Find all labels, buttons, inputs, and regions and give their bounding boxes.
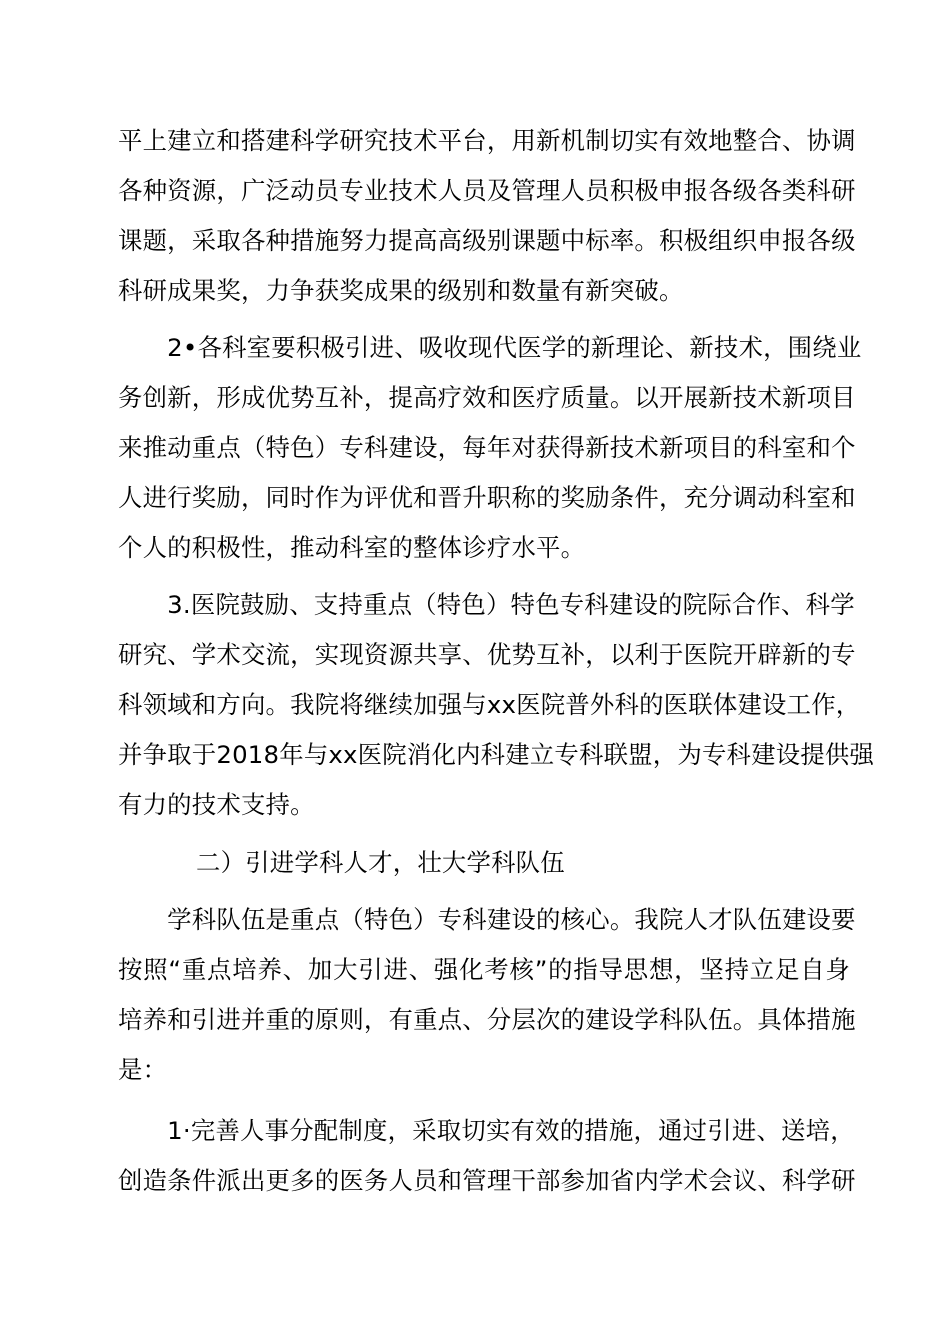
text-line: 务创新，形成优势互补，提高疗效和医疗质量。以开展新技术新项目 (118, 383, 856, 412)
text-line: 按照“重点培养、加大引进、强化考核”的指导思想，坚持立足自身 (118, 955, 850, 984)
paragraph-research-platform (118, 116, 856, 316)
text-line: 研究、学术交流，实现资源共享、优势互补，以利于医院开辟新的专 (118, 640, 856, 669)
text-line: 是： (118, 1055, 168, 1084)
text-line: 科研成果奖，力争获奖成果的级别和数量有新突破。 (118, 276, 684, 305)
text-line: 个人的积极性，推动科室的整体诊疗水平。 (118, 533, 586, 562)
paragraph-cooperation (118, 580, 875, 830)
text-line: 科领域和方向。我院将继续加强与xx医院普外科的医联体建设工作， (118, 690, 861, 719)
text-line: 各种资源，广泛动员专业技术人员及管理人员积极申报各级各类科研 (118, 176, 856, 205)
paragraph-personnel-system (118, 1106, 856, 1206)
text-line: 2•各科室要积极引进、吸收现代医学的新理论、新技术，围绕业 (118, 333, 862, 362)
text-line: 3.医院鼓励、支持重点（特色）特色专科建设的院际合作、科学 (118, 590, 855, 619)
text-line: 来推动重点（特色）专科建设，每年对获得新技术新项目的科室和个 (118, 433, 856, 462)
text-line: 创造条件派出更多的医务人员和管理干部参加省内学术会议、科学研 (118, 1166, 856, 1195)
section-heading: 二）引进学科人才，壮大学科队伍 (196, 848, 565, 877)
paragraph-talent-team (118, 895, 856, 1095)
text-line: 课题，采取各种措施努力提高高级别课题中标率。积极组织申报各级 (118, 226, 856, 255)
text-line: 学科队伍是重点（特色）专科建设的核心。我院人才队伍建设要 (118, 905, 856, 934)
text-line: 有力的技术支持。 (118, 790, 315, 819)
text-line: 平上建立和搭建科学研究技术平台，用新机制切实有效地整合、协调 (118, 126, 856, 155)
text-line: 人进行奖励，同时作为评优和晋升职称的奖励条件，充分调动科室和 (118, 483, 856, 512)
paragraph-new-technology (118, 323, 862, 573)
text-line: 1·完善人事分配制度，采取切实有效的措施，通过引进、送培， (118, 1116, 855, 1145)
text-line: 并争取于2018年与xx医院消化内科建立专科联盟，为专科建设提供强 (118, 740, 875, 769)
text-line: 培养和引进并重的原则，有重点、分层次的建设学科队伍。具体措施 (118, 1005, 856, 1034)
